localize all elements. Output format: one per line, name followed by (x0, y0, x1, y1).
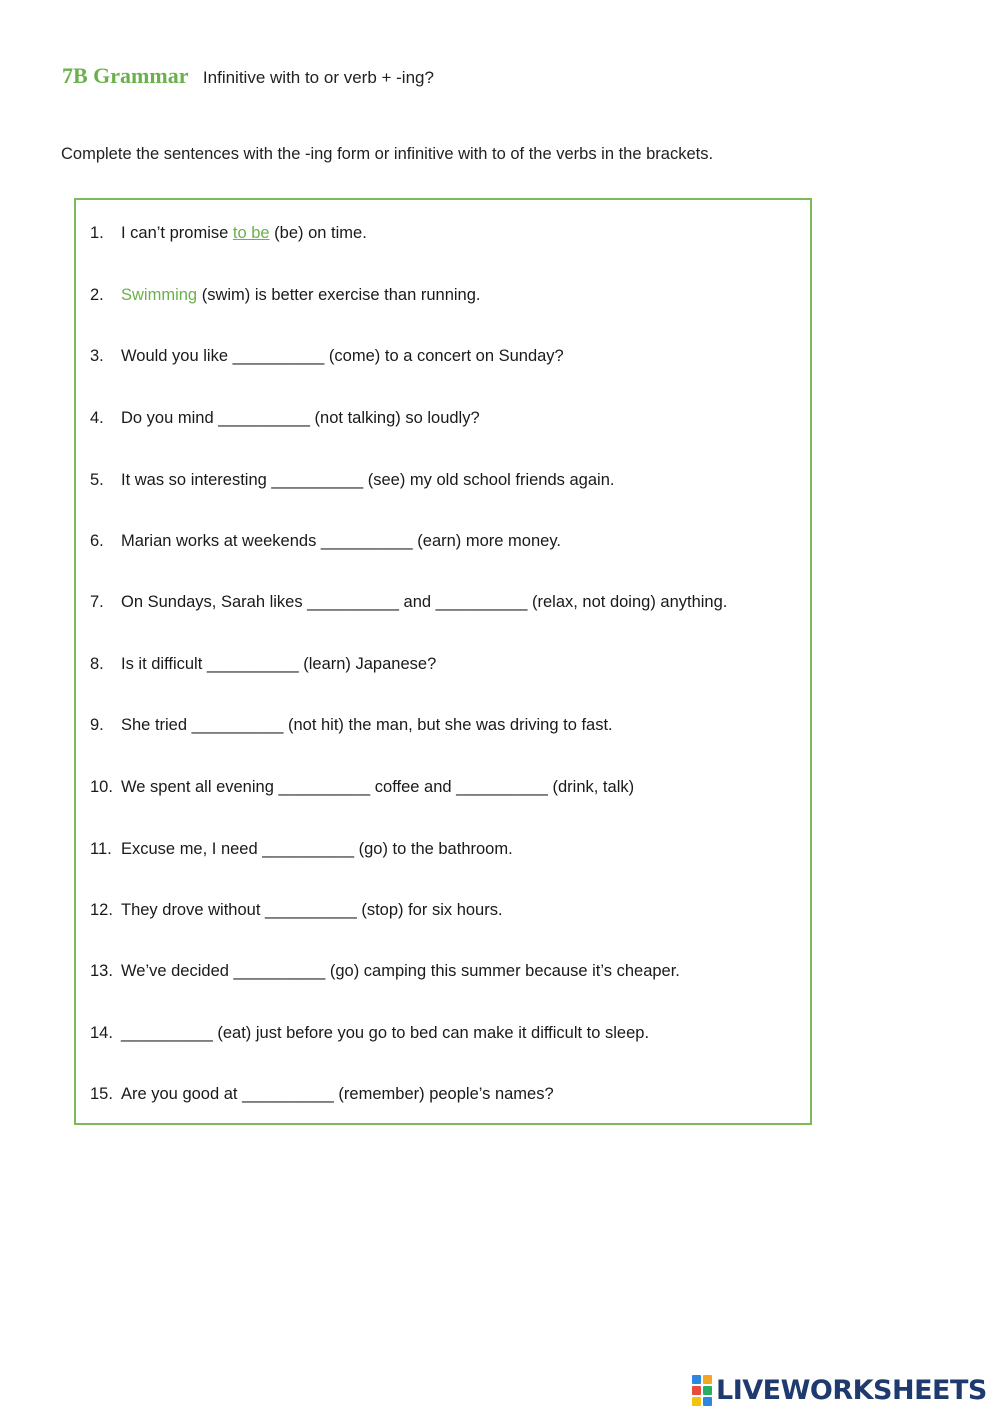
question-text-after: (swim) is better exercise than running. (197, 286, 481, 304)
question-number: 1. (90, 224, 104, 242)
answer-example: Swimming (121, 286, 198, 304)
question-9 (90, 716, 613, 735)
question-number: 5. (90, 471, 104, 489)
question-text-after: (be) on time. (269, 224, 367, 242)
question-text: They drove without __________ (stop) for six hours. (121, 901, 503, 919)
question-text-before: I can’t promise (121, 224, 233, 242)
question-text: Marian works at weekends __________ (earn) more money. (121, 532, 561, 550)
question-number: 2. (90, 286, 104, 304)
question-number: 3. (90, 347, 104, 365)
question-text: Do you mind __________ (not talking) so loudly? (121, 409, 480, 427)
question-4 (90, 409, 480, 428)
question-text: Excuse me, I need __________ (go) to the bathroom. (121, 840, 513, 858)
question-11 (90, 840, 513, 859)
question-text: She tried __________ (not hit) the man, but she was driving to fast. (121, 716, 613, 734)
question-text: Would you like __________ (come) to a concert on Sunday? (121, 347, 564, 365)
question-5 (90, 471, 614, 490)
question-number: 12. (90, 901, 113, 919)
question-number: 7. (90, 593, 104, 611)
question-2 (90, 286, 480, 305)
instructions-text: Complete the sentences with the -ing form or infinitive with to of the verbs in the brackets. (61, 145, 714, 163)
question-number: 13. (90, 962, 113, 980)
question-text: We spent all evening __________ coffee and __________ (drink, talk) (121, 778, 635, 796)
question-13 (90, 962, 680, 981)
question-number: 4. (90, 409, 104, 427)
question-3 (90, 347, 564, 366)
question-text: Are you good at __________ (remember) people’s names? (121, 1085, 554, 1103)
question-number: 15. (90, 1085, 113, 1103)
question-14 (90, 1024, 649, 1043)
question-12 (90, 901, 503, 920)
logo-text: LIVEWORKSHEETS (716, 1374, 987, 1406)
logo-blocks-icon (692, 1375, 712, 1406)
question-number: 8. (90, 655, 104, 673)
question-number: 11. (90, 840, 112, 858)
question-text: Is it difficult __________ (learn) Japanese? (121, 655, 437, 673)
question-text: __________ (eat) just before you go to bed can make it difficult to sleep. (121, 1024, 650, 1042)
worksheet-title: 7B Grammar (62, 63, 189, 88)
question-text: On Sundays, Sarah likes __________ and __________ (relax, not doing) anything. (121, 593, 728, 611)
question-1 (90, 224, 367, 243)
worksheet-header (62, 63, 434, 89)
question-number: 6. (90, 532, 104, 550)
question-7 (90, 593, 727, 612)
question-8 (90, 655, 436, 674)
question-number: 10. (90, 778, 113, 796)
question-10 (90, 778, 634, 797)
question-6 (90, 532, 561, 551)
worksheet-subtitle: Infinitive with to or verb + -ing? (202, 68, 434, 87)
question-text: We’ve decided __________ (go) camping this summer because it’s cheaper. (121, 962, 680, 980)
question-15 (90, 1085, 554, 1104)
question-number: 9. (90, 716, 104, 734)
question-text: It was so interesting __________ (see) my old school friends again. (121, 471, 615, 489)
answer-example: to be (232, 224, 270, 242)
question-number: 14. (90, 1024, 113, 1042)
liveworksheets-logo (692, 1374, 992, 1406)
